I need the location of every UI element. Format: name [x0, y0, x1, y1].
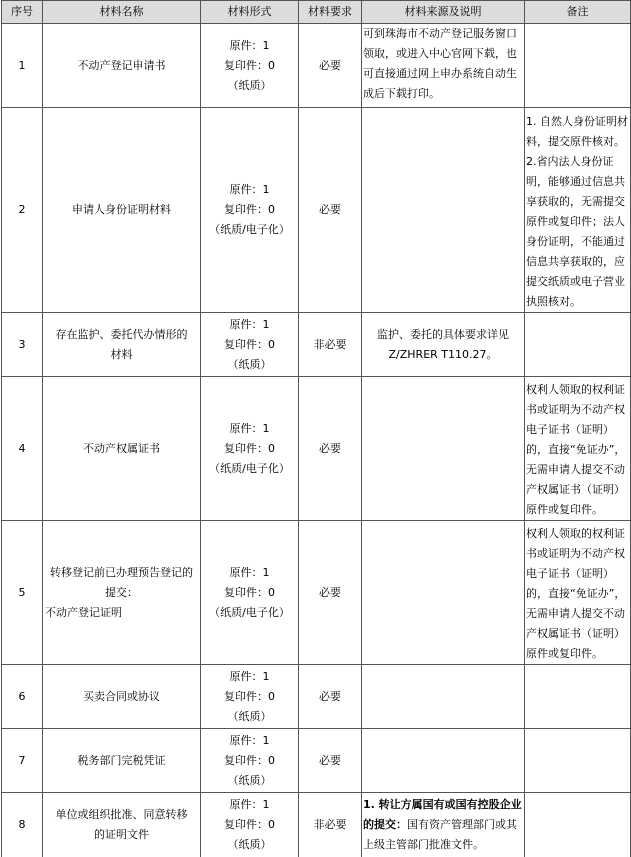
row-no: 6	[2, 665, 43, 729]
form-original: 原件：1	[229, 421, 270, 435]
row-name-line: 申请人身份证明材料	[72, 203, 171, 216]
row-form	[201, 377, 299, 521]
table-row	[2, 108, 631, 313]
row-name-line: 不动产登记证明	[45, 605, 122, 619]
form-medium: （纸质）	[227, 709, 272, 723]
note-item: 1. 自然人身份证明材料，提交原件核对。	[526, 115, 628, 148]
form-copy: 复印件：0	[224, 817, 275, 831]
row-name	[43, 521, 201, 665]
row-no: 1	[2, 24, 43, 108]
table-row	[2, 521, 631, 665]
row-name-line: 不动产权属证书	[83, 441, 160, 455]
row-requirement: 必要	[299, 108, 362, 313]
form-original: 原件：1	[229, 565, 270, 579]
form-medium: （纸质）	[227, 78, 272, 92]
form-original: 原件：1	[229, 797, 270, 811]
form-medium: （纸质）	[227, 837, 272, 851]
form-medium: （纸质/电子化）	[209, 461, 290, 475]
form-medium: （纸质）	[227, 357, 272, 371]
form-copy: 复印件：0	[224, 689, 275, 703]
row-note	[525, 108, 631, 313]
row-form	[201, 24, 299, 108]
row-name	[43, 729, 201, 793]
row-source	[362, 793, 525, 857]
form-original: 原件：1	[229, 317, 270, 331]
row-form	[201, 313, 299, 377]
form-copy: 复印件：0	[224, 753, 275, 767]
form-copy: 复印件：0	[224, 585, 275, 599]
row-no: 3	[2, 313, 43, 377]
row-source	[362, 665, 525, 729]
form-copy: 复印件：0	[224, 58, 275, 72]
row-form	[201, 793, 299, 857]
row-name-line: 单位或组织批准、同意转移的证明文件	[55, 807, 188, 841]
row-form	[201, 108, 299, 313]
table-row	[2, 665, 631, 729]
row-no: 2	[2, 108, 43, 313]
header-no: 序号	[2, 1, 43, 24]
source-text: 国有资产管理部门或其上级主管部门批准文件。	[363, 817, 517, 851]
source-bold-lead: 1. 转让方属国有或国有控股企业的提交：	[363, 797, 522, 831]
materials-table	[1, 0, 631, 857]
row-form	[201, 521, 299, 665]
header-note: 备注	[525, 1, 631, 24]
row-form	[201, 665, 299, 729]
table-row	[2, 313, 631, 377]
row-form	[201, 729, 299, 793]
row-name-line: 税务部门完税凭证	[77, 753, 166, 767]
row-no: 4	[2, 377, 43, 521]
row-name	[43, 108, 201, 313]
row-requirement: 必要	[299, 729, 362, 793]
header-source: 材料来源及说明	[362, 1, 525, 24]
row-name	[43, 665, 201, 729]
table-row	[2, 24, 631, 108]
form-medium: （纸质）	[227, 773, 272, 787]
table-row	[2, 729, 631, 793]
row-requirement: 非必要	[299, 793, 362, 857]
form-copy: 复印件：0	[224, 441, 275, 455]
row-note: 权利人领取的权利证书或证明为不动产权电子证书（证明）的，直接“免证办”，无需申请人提交不动产权属证书（证明）原件或复印件。	[525, 377, 631, 521]
table-header-row	[2, 1, 631, 24]
row-source	[362, 729, 525, 793]
form-copy: 复印件：0	[224, 337, 275, 351]
row-source: 可到珠海市不动产登记服务窗口领取，或进入中心官网下载，也可直接通过网上申办系统自动生成后下载打印。	[362, 24, 525, 108]
row-note	[525, 24, 631, 108]
row-source	[362, 108, 525, 313]
row-note	[525, 313, 631, 377]
row-source	[362, 521, 525, 665]
row-note	[525, 665, 631, 729]
row-name	[43, 793, 201, 857]
row-no: 7	[2, 729, 43, 793]
row-name	[43, 313, 201, 377]
row-name-line: 存在监护、委托代办情形的材料	[55, 327, 188, 361]
form-original: 原件：1	[229, 183, 270, 196]
row-name-line: 不动产登记申请书	[77, 58, 166, 72]
form-original: 原件：1	[229, 38, 270, 52]
form-original: 原件：1	[229, 733, 270, 747]
row-requirement: 必要	[299, 521, 362, 665]
row-name	[43, 24, 201, 108]
row-no: 8	[2, 793, 43, 857]
note-item: 2.省内法人身份证明，能够通过信息共享获取的，无需提交原件或复印件；法人身份证明，不能通过信息共享获取的，应提交纸质或电子营业执照核对。	[526, 155, 625, 308]
form-medium: （纸质/电子化）	[209, 223, 290, 236]
form-original: 原件：1	[229, 669, 270, 683]
header-form: 材料形式	[201, 1, 299, 24]
row-no: 5	[2, 521, 43, 665]
row-note	[525, 793, 631, 857]
row-requirement: 非必要	[299, 313, 362, 377]
table-row	[2, 793, 631, 857]
row-note: 权利人领取的权利证书或证明为不动产权电子证书（证明）的，直接“免证办”，无需申请人提交不动产权属证书（证明）原件或复印件。	[525, 521, 631, 665]
row-name-line: 转移登记前已办理预告登记的提交：	[50, 565, 193, 599]
row-requirement: 必要	[299, 24, 362, 108]
row-name	[43, 377, 201, 521]
form-medium: （纸质/电子化）	[209, 605, 290, 619]
row-requirement: 必要	[299, 665, 362, 729]
row-note	[525, 729, 631, 793]
row-name-line: 买卖合同或协议	[83, 689, 160, 703]
header-requirement: 材料要求	[299, 1, 362, 24]
row-source	[362, 377, 525, 521]
row-requirement: 必要	[299, 377, 362, 521]
row-source: 监护、委托的具体要求详见Z/ZHRER T110.27。	[362, 313, 525, 377]
header-name: 材料名称	[43, 1, 201, 24]
form-copy: 复印件：0	[224, 203, 275, 216]
table-row	[2, 377, 631, 521]
